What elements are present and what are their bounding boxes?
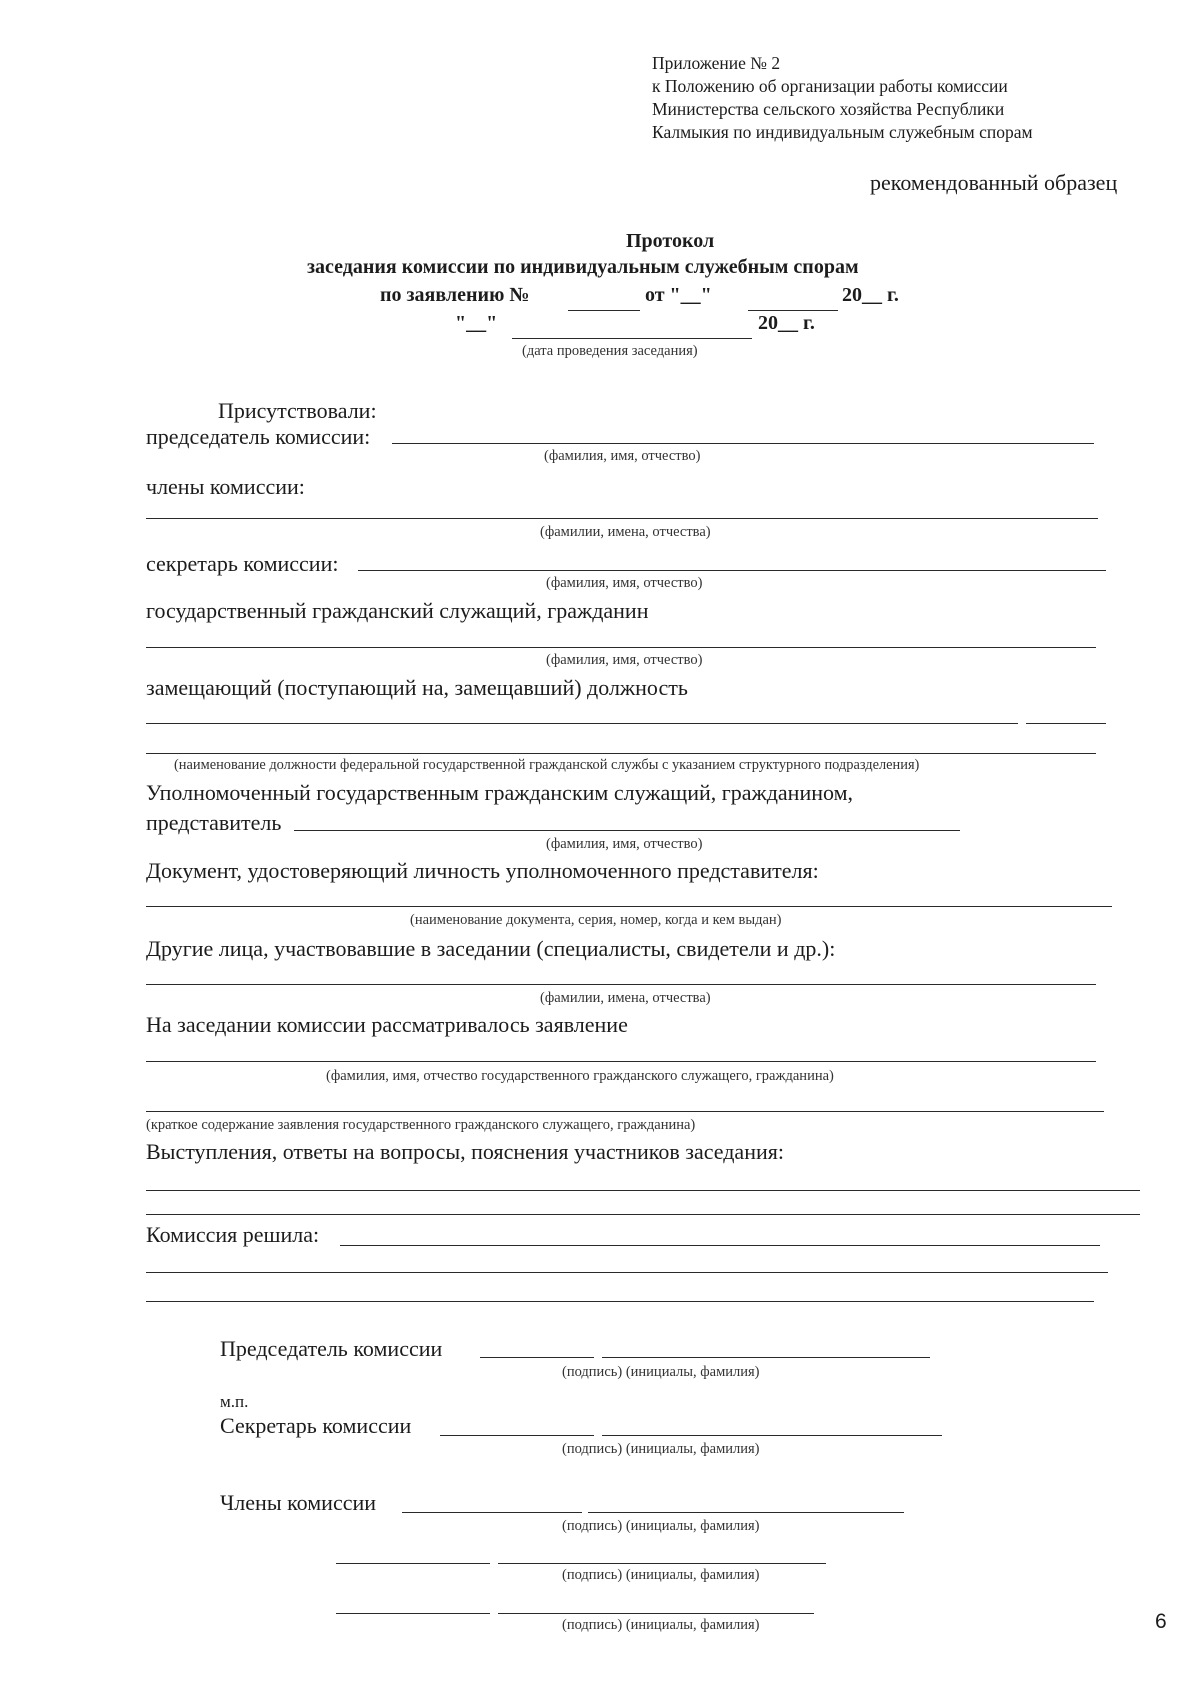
servant-label: государственный гражданский служащий, гражданин (146, 598, 649, 623)
servant-line (146, 647, 1096, 648)
statement-label: На заседании комиссии рассматривалось заявление (146, 1012, 628, 1037)
statement-line (146, 1061, 1096, 1062)
secretary-caption: (фамилия, имя, отчество) (546, 575, 703, 591)
chair-signature-label: Председатель комиссии (220, 1336, 443, 1361)
present-heading: Присутствовали: (218, 398, 377, 423)
secretary-label: секретарь комиссии: (146, 551, 339, 576)
members-signature-label: Члены комиссии (220, 1490, 377, 1515)
position-caption: (наименование должности федеральной государственной гражданской службы с указанием структурного подразделения) (174, 757, 920, 773)
stamp-place: м.п. (220, 1392, 249, 1411)
member2-signature-line (336, 1563, 490, 1564)
meeting-year-label: 20__ г. (758, 312, 815, 334)
secretary-signature-line (440, 1435, 594, 1436)
member2-signature-caption: (подпись) (инициалы, фамилия) (562, 1567, 760, 1583)
member3-name-line (498, 1613, 814, 1614)
summary-line (146, 1111, 1104, 1112)
document-line (146, 906, 1112, 907)
statement-month-line (748, 310, 838, 311)
members-line (146, 518, 1098, 519)
statement-number-line (568, 310, 640, 311)
members-label: члены комиссии: (146, 474, 305, 499)
speeches-line-1 (146, 1190, 1140, 1191)
representative-label-2: представитель (146, 810, 282, 835)
speeches-line-2 (146, 1214, 1140, 1215)
servant-caption: (фамилия, имя, отчество) (546, 652, 703, 668)
member1-signature-line (402, 1512, 582, 1513)
statement-year-label: 20__ г. (842, 284, 899, 306)
secretary-signature-label: Секретарь комиссии (220, 1413, 412, 1438)
others-caption: (фамилии, имена, отчества) (540, 990, 711, 1006)
appendix-line-3: Министерства сельского хозяйства Республики (652, 99, 1005, 119)
decision-line-2 (146, 1272, 1108, 1273)
representative-line (294, 830, 960, 831)
others-line (146, 984, 1096, 985)
appendix-number: Приложение № 2 (652, 53, 781, 73)
member3-signature-line (336, 1613, 490, 1614)
chair-line (392, 443, 1094, 444)
member2-name-line (498, 1563, 826, 1564)
secretary-name-line (602, 1435, 942, 1436)
statement-number-label: по заявлению № (380, 284, 530, 306)
doc-title: Протокол (626, 230, 715, 252)
representative-label-1: Уполномоченный государственным гражданским служащий, гражданином, (146, 780, 854, 805)
appendix-line-4: Калмыкия по индивидуальным служебным спорам (652, 122, 1033, 142)
position-line-1 (146, 723, 1018, 724)
meeting-date-caption: (дата проведения заседания) (522, 343, 698, 359)
chair-caption: (фамилия, имя, отчество) (544, 448, 701, 464)
members-caption: (фамилии, имена, отчества) (540, 524, 711, 540)
position-label: замещающий (поступающий на, замещавший) должность (146, 675, 688, 700)
secretary-line (358, 570, 1106, 571)
decision-line-1 (340, 1245, 1100, 1246)
others-label: Другие лица, участвовавшие в заседании (специалисты, свидетели и др.): (146, 936, 836, 961)
meeting-day-label: "__" (455, 312, 498, 334)
chair-name-line (602, 1357, 930, 1358)
appendix-line-2: к Положению об организации работы комиссии (652, 76, 1008, 96)
decision-label: Комиссия решила: (146, 1222, 320, 1247)
statement-caption: (фамилия, имя, отчество государственного гражданского служащего, гражданина) (326, 1068, 834, 1084)
position-line-1b (1026, 723, 1106, 724)
page-number: 6 (1155, 1610, 1167, 1633)
doc-subtitle: заседания комиссии по индивидуальным служебным спорам (307, 256, 859, 278)
chair-signature-line (480, 1357, 594, 1358)
chair-label: председатель комиссии: (146, 424, 371, 449)
speeches-label: Выступления, ответы на вопросы, пояснения участников заседания: (146, 1139, 784, 1164)
member3-signature-caption: (подпись) (инициалы, фамилия) (562, 1617, 760, 1633)
document-caption: (наименование документа, серия, номер, когда и кем выдан) (410, 912, 782, 928)
document-label: Документ, удостоверяющий личность уполномоченного представителя: (146, 858, 819, 883)
member1-signature-caption: (подпись) (инициалы, фамилия) (562, 1518, 760, 1534)
summary-caption: (краткое содержание заявления государственного гражданского служащего, гражданина) (146, 1117, 696, 1133)
chair-signature-caption: (подпись) (инициалы, фамилия) (562, 1364, 760, 1380)
statement-from-label: от "__" (645, 284, 712, 306)
secretary-signature-caption: (подпись) (инициалы, фамилия) (562, 1441, 760, 1457)
member1-name-line (588, 1512, 904, 1513)
representative-caption: (фамилия, имя, отчество) (546, 836, 703, 852)
sample-note: рекомендованный образец (870, 170, 1118, 195)
meeting-date-line (512, 338, 752, 339)
decision-line-3 (146, 1301, 1094, 1302)
position-line-2 (146, 753, 1096, 754)
